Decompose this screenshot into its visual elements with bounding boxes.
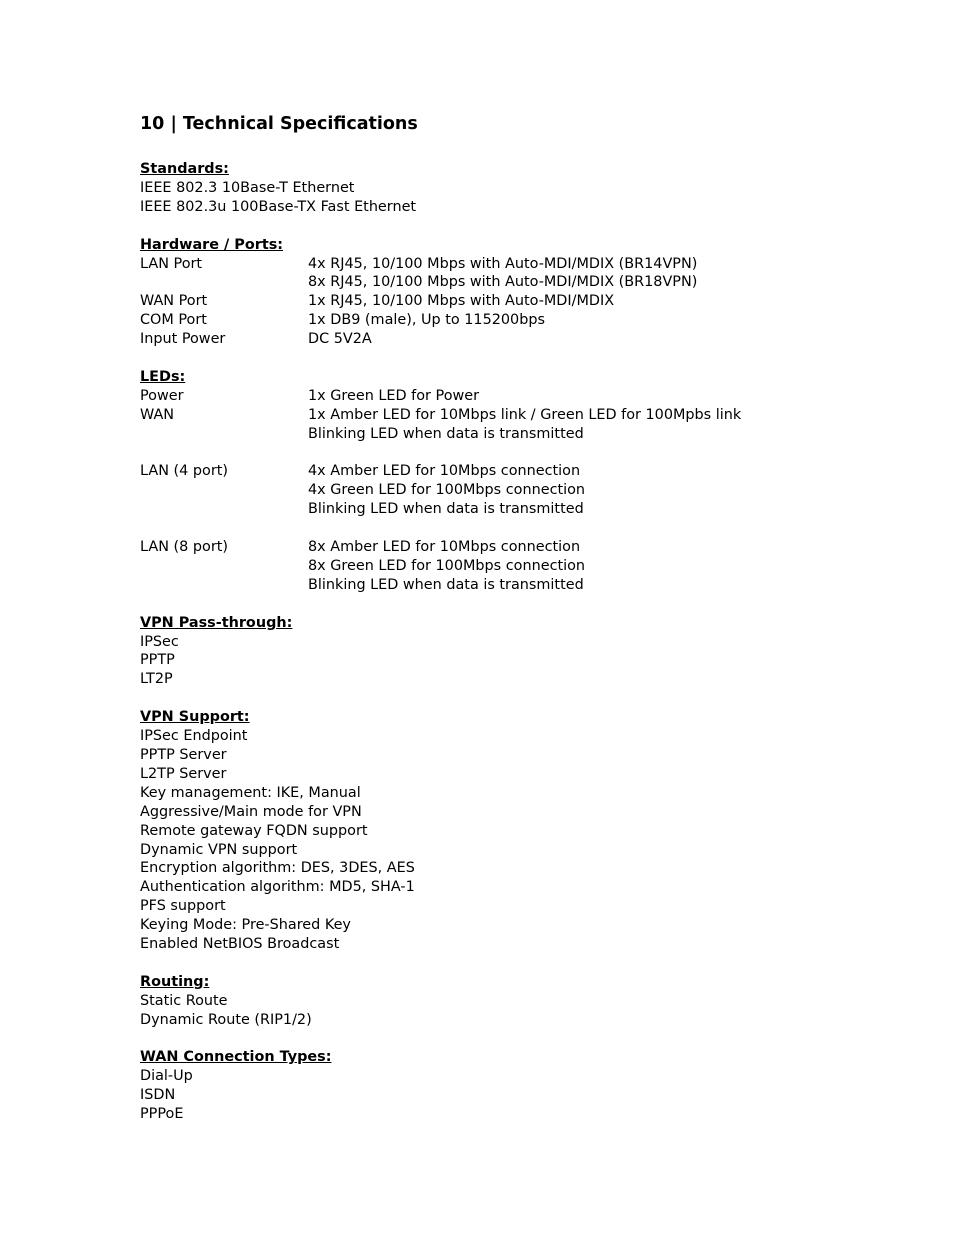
spec-values bbox=[308, 462, 900, 519]
spec-value: DC 5V2A bbox=[308, 331, 372, 348]
list-item: Authentication algorithm: MD5, SHA-1 bbox=[140, 879, 415, 896]
spec-label: LAN Port bbox=[140, 255, 203, 272]
list-item: IPSec Endpoint bbox=[140, 728, 248, 745]
leds-heading: LEDs: bbox=[140, 368, 186, 385]
list-item: Remote gateway FQDN support bbox=[140, 822, 368, 839]
routing-section bbox=[140, 973, 900, 1030]
list-item: Dynamic VPN support bbox=[140, 841, 298, 858]
hardware-row-com-port bbox=[140, 311, 900, 330]
spec-value: 1x Green LED for Power bbox=[308, 387, 480, 404]
spec-value: Blinking LED when data is transmitted bbox=[308, 501, 584, 518]
hardware-row-input-power bbox=[140, 330, 900, 349]
led-row-lan-4-port bbox=[140, 462, 900, 519]
spec-label: COM Port bbox=[140, 312, 207, 329]
list-item: LT2P bbox=[140, 671, 173, 688]
spec-value: 4x Green LED for 100Mbps connection bbox=[308, 482, 586, 499]
wan-types-heading: WAN Connection Types: bbox=[140, 1049, 332, 1066]
spec-label: Input Power bbox=[140, 331, 226, 348]
spec-values bbox=[308, 406, 900, 444]
vpn-passthrough-section bbox=[140, 614, 900, 690]
list-item: ISDN bbox=[140, 1087, 176, 1104]
spec-values bbox=[308, 538, 900, 595]
spec-value: 4x Amber LED for 10Mbps connection bbox=[308, 463, 581, 480]
spec-value: Blinking LED when data is transmitted bbox=[308, 576, 584, 593]
row-spacer bbox=[140, 444, 900, 463]
spec-value: 8x RJ45, 10/100 Mbps with Auto-MDI/MDIX (BR18VPN) bbox=[308, 274, 698, 291]
spec-values bbox=[308, 311, 900, 330]
list-item: Enabled NetBIOS Broadcast bbox=[140, 936, 340, 953]
spec-values bbox=[308, 255, 900, 293]
row-spacer bbox=[140, 519, 900, 538]
spec-label: WAN Port bbox=[140, 293, 208, 310]
spec-value: 4x RJ45, 10/100 Mbps with Auto-MDI/MDIX (BR14VPN) bbox=[308, 255, 698, 272]
standards-heading: Standards: bbox=[140, 161, 229, 177]
list-item: PFS support bbox=[140, 898, 226, 915]
list-item: IPSec bbox=[140, 633, 179, 650]
spec-value: 1x Amber LED for 10Mbps link / Green LED for 100Mpbs link bbox=[308, 406, 742, 423]
spec-values bbox=[308, 292, 900, 311]
hardware-heading: Hardware / Ports: bbox=[140, 236, 284, 253]
list-item: PPPoE bbox=[140, 1106, 184, 1123]
wan-types-section bbox=[140, 1048, 900, 1124]
hardware-row-lan-port bbox=[140, 255, 900, 293]
spec-value: 1x RJ45, 10/100 Mbps with Auto-MDI/MDIX bbox=[308, 293, 615, 310]
spec-value: 8x Amber LED for 10Mbps connection bbox=[308, 539, 581, 556]
spec-value: Blinking LED when data is transmitted bbox=[308, 425, 584, 442]
spec-page bbox=[140, 112, 900, 1143]
vpn-passthrough-heading: VPN Pass-through: bbox=[140, 614, 293, 631]
led-row-lan-8-port bbox=[140, 538, 900, 595]
list-item: Static Route bbox=[140, 992, 228, 1009]
list-item: L2TP Server bbox=[140, 765, 227, 782]
list-item: Key management: IKE, Manual bbox=[140, 784, 361, 801]
standards-line: IEEE 802.3u 100Base-TX Fast Ethernet bbox=[140, 198, 417, 215]
leds-section bbox=[140, 368, 900, 595]
standards-line: IEEE 802.3 10Base-T Ethernet bbox=[140, 179, 355, 196]
vpn-support-heading: VPN Support: bbox=[140, 709, 250, 726]
standards-section bbox=[140, 160, 900, 217]
led-row-wan bbox=[140, 406, 900, 444]
hardware-section bbox=[140, 236, 900, 349]
spec-label: WAN bbox=[140, 406, 175, 423]
spec-values bbox=[308, 330, 900, 349]
spec-label: Power bbox=[140, 387, 184, 404]
spec-label: LAN (4 port) bbox=[140, 463, 228, 480]
spec-values bbox=[308, 387, 900, 406]
list-item: Encryption algorithm: DES, 3DES, AES bbox=[140, 860, 415, 877]
page-title: 10 | Technical Specifications bbox=[140, 114, 418, 134]
spec-label: LAN (8 port) bbox=[140, 539, 228, 556]
list-item: Dial-Up bbox=[140, 1068, 193, 1085]
hardware-row-wan-port bbox=[140, 292, 900, 311]
list-item: PPTP Server bbox=[140, 747, 227, 763]
list-item: Dynamic Route (RIP1/2) bbox=[140, 1011, 312, 1028]
list-item: Keying Mode: Pre-Shared Key bbox=[140, 917, 351, 934]
vpn-support-section bbox=[140, 708, 900, 954]
spec-value: 8x Green LED for 100Mbps connection bbox=[308, 557, 586, 574]
list-item: PPTP bbox=[140, 652, 175, 669]
routing-heading: Routing: bbox=[140, 973, 210, 990]
led-row-power bbox=[140, 387, 900, 406]
list-item: Aggressive/Main mode for VPN bbox=[140, 803, 362, 820]
spec-value: 1x DB9 (male), Up to 115200bps bbox=[308, 312, 545, 329]
